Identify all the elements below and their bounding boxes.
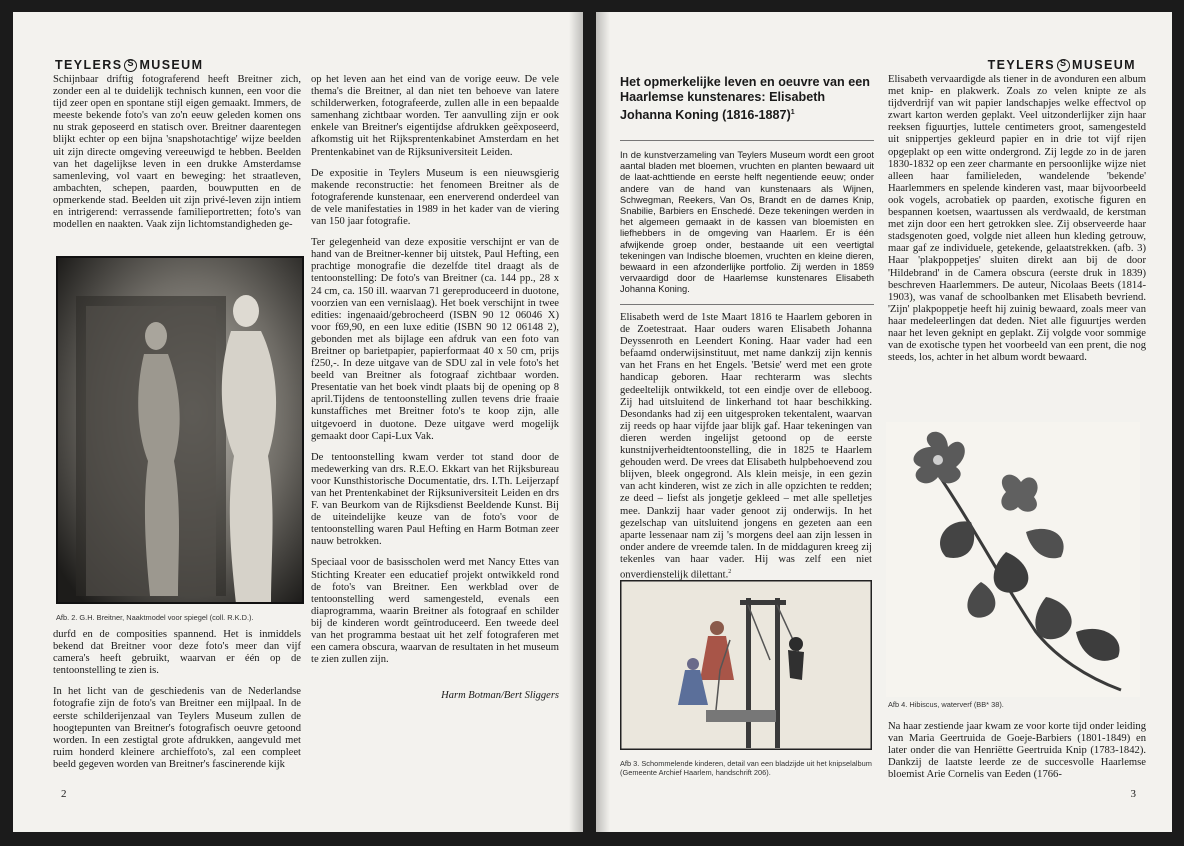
masthead-left: TEYLERS S MUSEUM bbox=[55, 58, 203, 72]
paragraph: durfd en de composities spannend. Het is inmiddels bekend dat Breitner voor deze foto's meer dan vijf camera's heeft gebruikt, waarvan er één op de tentoonstelling te zien is. bbox=[53, 629, 301, 677]
photo-caption: Afb. 2. G.H. Breitner, Naaktmodel voor spiegel (coll. R.K.D.). bbox=[56, 613, 254, 622]
teylers-logo-icon bbox=[124, 59, 137, 72]
page-gutter-shadow bbox=[596, 12, 610, 832]
left-column-1-top bbox=[53, 74, 301, 240]
paragraph: Na haar zestiende jaar kwam ze voor korte tijd onder leiding van Maria Geertruida de Goeje-Barbiers (1801-1849) en later onder die van Henriëtte Geertruida Knip (1783-1842). Dankzij de laatste leerde ze de succesvolle Haarlemse bloemist Arie Cornelis van Eeden (1766- bbox=[888, 721, 1146, 781]
breitner-photo bbox=[56, 256, 304, 604]
schommelende-kinderen-image bbox=[620, 580, 872, 750]
author-signature: Harm Botman/Bert Sliggers bbox=[441, 690, 559, 701]
title-rule bbox=[620, 140, 874, 141]
intro-rule bbox=[620, 304, 874, 305]
paragraph: De tentoonstelling kwam verder tot stand door de medewerking van drs. R.E.O. Ekkart van het Rijksbureau voor Kunsthistorische Documentatie, drs. I.Th. Leijerzapf van het Prentenkabinet der Rijksuniversiteit Leiden en drs F. van Beurkom van de Rijksdienst Beeldende Kunst. Bij de uiteindelijke keuze van de foto's voor de tentoonstelling waren Paul Hefting en Harm Botman zeer nauw betrokken. bbox=[311, 451, 559, 548]
paragraph: De expositie in Teylers Museum is een nieuwsgierig makende reconstructie: het fenomeen Breitner als de fotograferende kunstenaar, een enerverend onderdeel van de vele manifestaties in 1989 in het kader van de viering van 150 jaar fotografie. bbox=[311, 167, 559, 228]
right-column-2-top bbox=[888, 74, 1146, 373]
left-column-1-bottom bbox=[53, 629, 301, 780]
right-page bbox=[596, 12, 1172, 832]
left-page bbox=[13, 12, 583, 832]
right-column-1 bbox=[620, 312, 872, 591]
paragraph: op het leven aan het eind van de vorige eeuw. De vele thema's die Breitner, al dan niet ten behoeve van latere schilderwerken, fotografeerde, zullen alle in een bepaalde samenhang zichtbaar worden. Ter aanvulling zijn er ook enkele van Breitner's eigentijdse afdrukken geëxposeerd, afkomstig uit het Rijksprentenkabinet Amsterdam en het Prentenkabinet van de Rijksuniversiteit Leiden. bbox=[311, 74, 559, 158]
paragraph: Elisabeth vervaardigde als tiener in de avonduren een album met knip- en plakwerk. Zoals zo velen knipte ze als tijdverdrijf van wit papier landschapjes welke effectvol op zwart karton werden geplakt. Veel uitzonderlijker zijn haar reeksen figuurtjes, luttele centimeters groot, samengesteld uit snippertjes gekleurd papier en in drie tot vijf rijen opgeplakt op een witte ondergrond. Zij legde zo in de jaren 1830-1832 op een zeer charmante en persoonlijke wijze niet alleen haar familieleden, wandelende 'bekende' Haarlemmers en spelende kinderen vast, maar bijvoorbeeld ook vogels, acrobatiek op paarden, exotische figuren en bespannen koetsen, waartussen als verdwaald, de kerstman met zijn door een hert getrokken slee. Zij observeerde haar stadsgenoten goed, volgde niet alleen hun kleding getrouw, maar gaf ze individuele, getekende, gelaatstrekken. (afb. 3) Haar 'plakpoppetjes' sluiten direkt aan bij de door 'Hildebrand' in de Camera obscura (eerste druk in 1839) beschreven Haarlemmers. De auteur, Nicolaas Beets (1814-1903), was vanaf de schoolbanken met Elisabeth bevriend. 'Zijn' plakpoppetje heeft hij zuinig bewaard, zoals meer van haar medeleerlingen dat deden. Niet alle figuurtjes werden naar het leven geknipt en geplakt. Zij volgde voor sommige van de exotische typen het voorbeeld van een prent, die nog steeds, los, achter in het album wordt bewaard. bbox=[888, 74, 1146, 364]
hibiscus-image bbox=[886, 422, 1140, 697]
paragraph: In het licht van de geschiedenis van de Nederlandse fotografie zijn de foto's van Breitner een mijlpaal. In de eerste schilderijenzaal van Teylers Museum zullen de hoogtepunten van Breitner's fotografisch oeuvre getoond worden. In een zestigtal grote afdrukken, aangevuld met ruim honderd kleinere archieffoto's, zal een compleet beeld gegeven worden van Breitner's fascinerende kijk bbox=[53, 686, 301, 770]
teylers-logo-icon bbox=[1057, 59, 1070, 72]
page-number: 3 bbox=[1130, 788, 1136, 800]
page-gutter-shadow bbox=[569, 12, 583, 832]
afb3-caption: Afb 3. Schommelende kinderen, detail van een bladzijde uit het knipselalbum (Gemeente Archief Haarlem, handschrift 206). bbox=[620, 759, 872, 777]
masthead-right: TEYLERS S MUSEUM bbox=[988, 58, 1136, 72]
page-number: 2 bbox=[61, 788, 67, 800]
article-intro: In de kunstverzameling van Teylers Museum wordt een groot aantal bladen met bloemen, vruchten en planten bewaard uit de laat-achttiende en eerste helft negentiende eeuw; onder andere van de hand van kunstenaars als Wijnen, Schwegman, Reekers, Van Os, Brandt en de dames Knip, Snabilie, Barbiers en Enschedé. Deze tekeningen werden in het algemeen gemaakt in de kassen van bloemisten en liefhebbers in de omgeving van Haarlem. Er is één afwijkende groep onder, bestaande uit een veertigtal tekeningen van Indische bloemen, vruchten en kleine dieren, bewaard in een afzonderlijke portfolio. Zij werden in 1859 vervaardigd door de Haarlemse kunstenares Elisabeth Johanna Koning. bbox=[620, 150, 874, 295]
afb4-caption: Afb 4. Hibiscus, waterverf (BB* 38). bbox=[888, 700, 1004, 709]
paragraph: Ter gelegenheid van deze expositie verschijnt er van de hand van de Breitner-kenner bij uitstek, Paul Hefting, een prachtige monografie die dezelfde titel draagt als de tentoonstelling: De foto's van Breitner (ca. 144 pp., 28 x 24 cm, ca. 150 ill. waarvan 71 gereproduceerd in duotone, voorzien van een vernislaag). Het boek verschijnt in twee edities: ingenaaid/gebrocheerd (ISBN 90 12 06046 X) voor f69,90, en een luxe editie (ISBN 90 12 06148 2), gebonden met als bijlage een afdruk van een foto van Breitner op barietpapier, papierformaat 40 x 50 cm, prijs f250,-. In deze uitgave van de SDU zal in vele foto's het beeld van Breitner als fotograaf zichtbaar worden. Presentatie van het boek vindt plaats bij de opening op 8 april.Tijdens de tentoonstelling zullen tevens drie fraaie kunstaffiches met Breitner foto's te koop zijn, alle uitgevoerd in duotone. Deze uitgave werd mogelijk gemaakt door Capi-Lux Vak. bbox=[311, 237, 559, 442]
article-title: Het opmerkelijke leven en oeuvre van een Haarlemse kunstenares: Elisabeth Johanna Koning (1816-1887)$^1$ bbox=[620, 75, 870, 123]
paragraph: Schijnbaar driftig fotograferend heeft Breitner zich, zonder een al te duidelijk technisch kunnen, een voor die tijd zeer open en spontane stijl eigen gemaakt. Immers, de meeste bekende foto's van zo'n eeuw geleden komen ons nu strak geposeerd en statisch over. Breitner daarentegen blijkt echter op een bijna 'snapshotachtige' wijze beelden uit zijn directe omgeving vereeuwigd te hebben. Beelden van het dagelijkse leven in een drukke Amsterdamse samenleving, vol vaart en beweging: het straatleven, ambachten, schepen, paarden, bouwputten en de opmerkende stad. Beelden uit zijn privé-leven zijn intiem en intrigerend: verrassende familieportretten; foto's van modellen en naakten. Vaak zijn lichtomstandigheden ge- bbox=[53, 74, 301, 231]
right-column-2-bottom bbox=[888, 721, 1146, 790]
left-column-2 bbox=[311, 74, 559, 675]
paragraph: Speciaal voor de basisscholen werd met Nancy Ettes van Stichting Kreater een educatief projekt ontwikkeld rond de foto's van Breitner. Een werkblad over de tentoonstelling werd samengesteld, evenals een diaprogramma, waarin Breitner als fotograaf en schilder bij de kinderen wordt geïntroduceerd. Een tweede deel van het programma bestaat uit het zelf fotograferen met een camera obscura, waarvan de resultaten in het museum te zien zullen zijn. bbox=[311, 557, 559, 666]
paragraph: Elisabeth werd de 1ste Maart 1816 te Haarlem geboren in de Zoetestraat. Haar ouders waren Elisabeth Johanna Deyssenroth en Leendert Koning. Haar vader had een befaamd onderwijsinstituut, met name dankzij zijn kennis van het Frans en het Engels. 'Betsie' werd met een grote handicap geboren. Haar rechterarm was slechts gedeeltelijk ontwikkeld, tot een eindje over de elleboog. Zij had uitsluitend de linkerhand tot haar beschikking. Desondanks had zij een uitgesproken tekentalent, waarvan zij reeds op haar vijfde jaar blijk gaf. Haar tekeningen van dieren werden ingelijst getoond op de eerste kunstnijverheidtentoonstelling, die in 1825 te Haarlem gehouden werd. De vrees dat Elisabeth hulpbehoevend zou blijven, bleek ongegrond. Als klein meisje, in een gezin van acht kinderen, wist ze zich in alle opzichten te redden; ze deed – liefst als jongetje gekleed – met alle spelletjes mee. Dankzij haar vader genoot zij onderwijs. In het gezelschap van uitsluitend jongens en gezeten aan een aparte lessenaar nam zij 's morgens deel aan zijn lessen in onder andere de vreemde talen. In de middaguren kreeg zij tekenles van haar vader. Hij was zelf een niet onverdienstelijk dilettant.$^2$ bbox=[620, 312, 872, 581]
